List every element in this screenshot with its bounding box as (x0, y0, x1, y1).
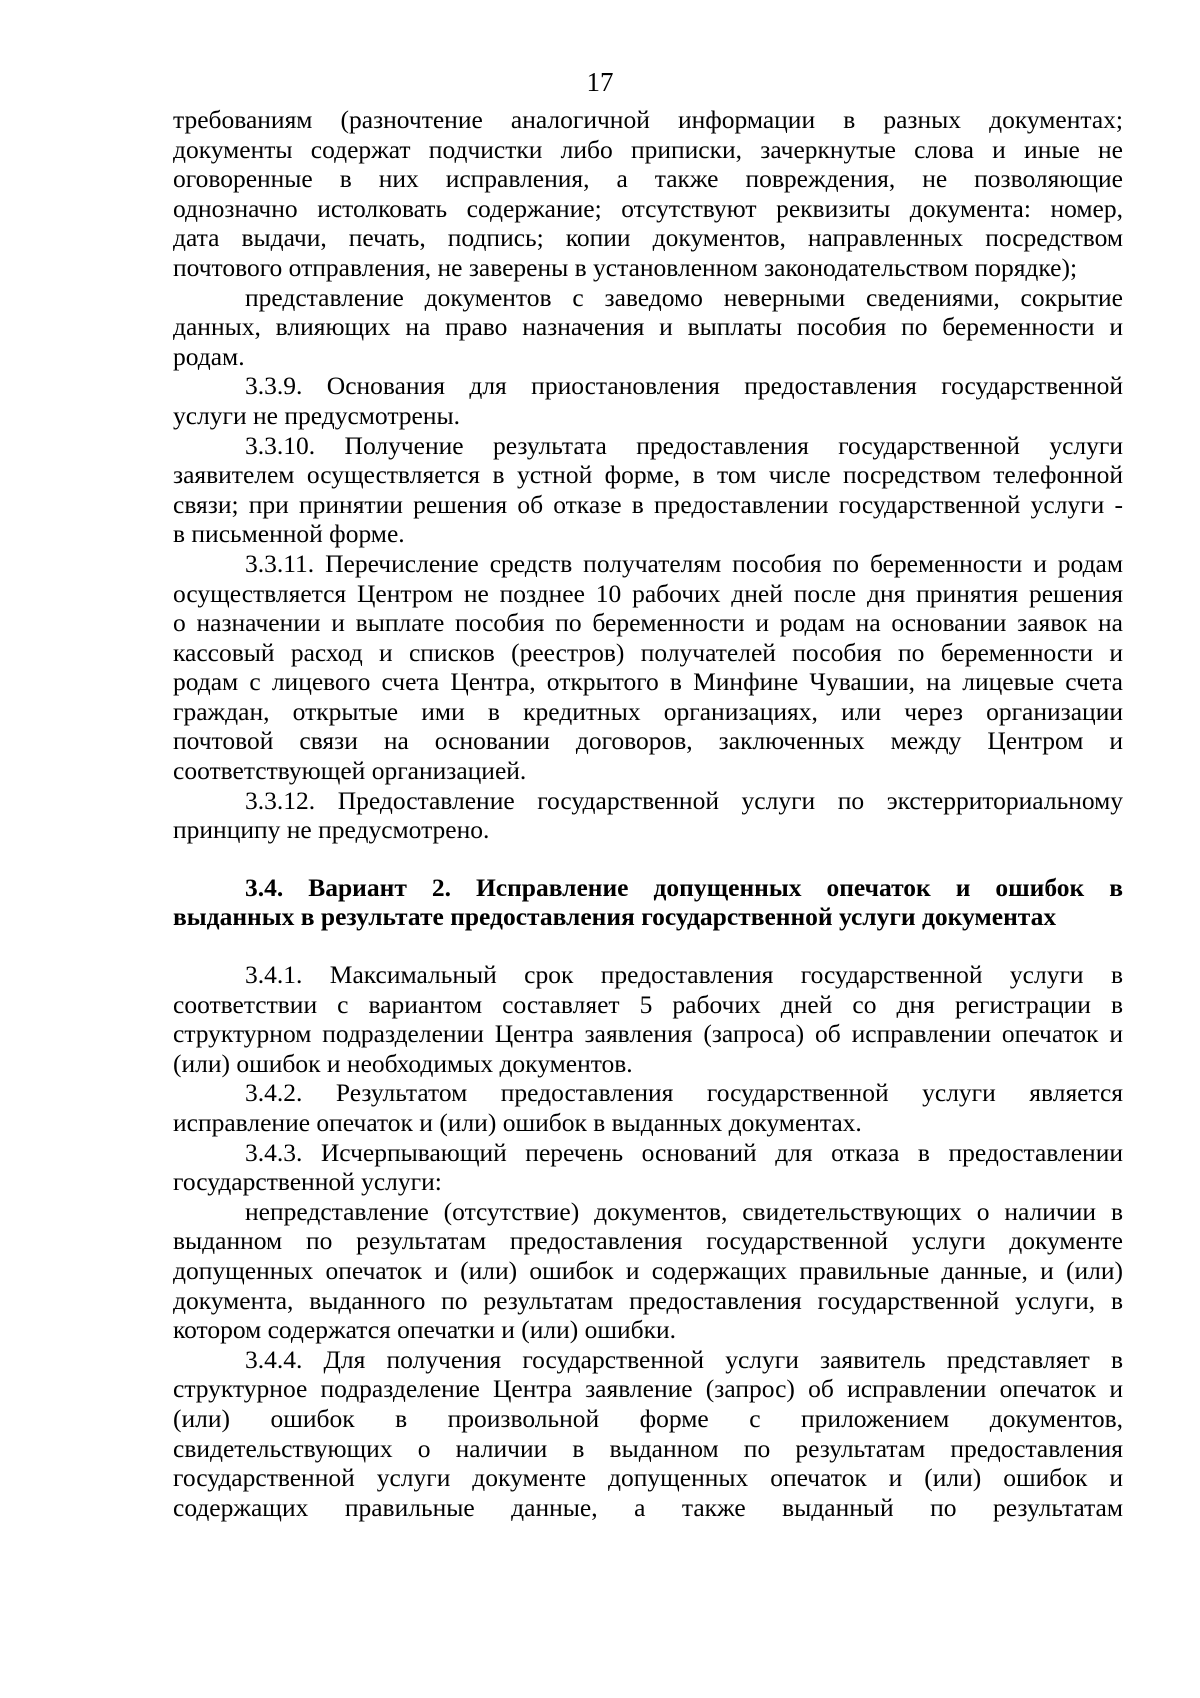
text-line: содержащих правильные данные, а также выданный по результатам (173, 1492, 1123, 1522)
text-line: дата выдачи, печать, подпись; копии документов, направленных посредством (173, 223, 1123, 253)
section-spacer (173, 845, 1123, 873)
text-line: граждан, открытые ими в кредитных организациях, или через организации (173, 696, 1123, 726)
section-spacer (173, 932, 1123, 960)
text-line: оговоренные в них исправления, а также повреждения, не позволяющие (173, 164, 1123, 194)
text-line: 3.4.3. Исчерпывающий перечень оснований для отказа в предоставлении (245, 1137, 1123, 1167)
text-line: документа, выданного по результатам предоставления государственной услуги, в (173, 1285, 1123, 1315)
text-line: выданном по результатам предоставления государственной услуги документе (173, 1226, 1123, 1256)
paragraph (173, 549, 1123, 786)
text-line: непредставление (отсутствие) документов, свидетельствующих о наличии в (245, 1196, 1123, 1226)
text-line: почтового отправления, не заверены в установленном законодательством порядке); (173, 252, 1078, 282)
text-line: о назначении и выплате пособия по беременности и родам на основании заявок на (173, 608, 1123, 638)
paragraph (173, 1345, 1123, 1523)
text-line: соответствии с вариантом составляет 5 рабочих дней со дня регистрации в (173, 989, 1123, 1019)
text-line: 3.3.10. Получение результата предоставления государственной услуги (245, 430, 1123, 460)
text-line: (или) ошибок в произвольной форме с приложением документов, (173, 1403, 1123, 1433)
page-number: 17 (586, 67, 614, 97)
paragraph (173, 786, 1123, 845)
paragraph (173, 1197, 1123, 1345)
text-line: 3.4.1. Максимальный срок предоставления государственной услуги в (245, 960, 1123, 990)
text-line: кассовый расход и списков (реестров) получателей пособия по беременности и (173, 637, 1123, 667)
text-line: (или) ошибок и необходимых документов. (173, 1048, 633, 1078)
paragraph (173, 1138, 1123, 1197)
text-line: исправление опечаток и (или) ошибок в выданных документах. (173, 1108, 862, 1137)
text-line: связи; при принятии решения об отказе в предоставлении государственной услуги - (173, 489, 1123, 519)
text-line: родам с лицевого счета Центра, открытого в Минфине Чувашии, на лицевые счета (173, 667, 1123, 697)
text-line: 3.4.4. Для получения государственной услуги заявитель представляет в (245, 1344, 1123, 1374)
paragraph (173, 431, 1123, 549)
text-line: 3.4. Вариант 2. Исправление допущенных опечаток и ошибок в (245, 872, 1123, 902)
text-line: представление документов с заведомо неверными сведениями, сокрытие (245, 282, 1123, 312)
section-heading (173, 873, 1123, 932)
paragraph (173, 105, 1123, 283)
document-body (173, 105, 1123, 1522)
text-line: документы содержат подчистки либо приписки, зачеркнутые слова и иные не (173, 134, 1123, 164)
text-line: требованиям (разночтение аналогичной информации в разных документах; (173, 105, 1123, 134)
text-line: 3.4.2. Результатом предоставления государственной услуги является (245, 1078, 1123, 1108)
text-line: государственной услуги документе допущенных опечаток и (или) ошибок и (173, 1463, 1123, 1493)
text-line: почтовой связи на основании договоров, заключенных между Центром и (173, 726, 1123, 756)
text-line: 3.3.12. Предоставление государственной услуги по экстерриториальному (245, 785, 1123, 815)
text-line: структурное подразделение Центра заявление (запрос) об исправлении опечаток и (173, 1374, 1123, 1404)
text-line: в письменной форме. (173, 519, 405, 549)
text-line: принципу не предусмотрено. (173, 815, 490, 845)
text-line: 3.3.11. Перечисление средств получателям пособия по беременности и родам (245, 548, 1123, 578)
text-line: родам. (173, 341, 245, 371)
text-line: услуги не предусмотрены. (173, 400, 461, 430)
text-line: выданных в результате предоставления государственной услуги документах (173, 902, 1057, 932)
paragraph (173, 1078, 1123, 1137)
text-line: структурном подразделении Центра заявления (запроса) об исправлении опечаток и (173, 1019, 1123, 1049)
text-line: допущенных опечаток и (или) ошибок и содержащих правильные данные, и (или) (173, 1255, 1123, 1285)
text-line: соответствующей организацией. (173, 756, 527, 786)
paragraph (173, 371, 1123, 430)
text-line: однозначно истолковать содержание; отсутствуют реквизиты документа: номер, (173, 193, 1123, 223)
text-line: свидетельствующих о наличии в выданном по результатам предоставления (173, 1433, 1123, 1463)
paragraph (173, 960, 1123, 1078)
text-line: 3.3.9. Основания для приостановления предоставления государственной (245, 371, 1123, 401)
paragraph (173, 283, 1123, 372)
text-line: котором содержатся опечатки и (или) ошибки. (173, 1315, 677, 1345)
text-line: осуществляется Центром не позднее 10 рабочих дней после дня принятия решения (173, 578, 1123, 608)
text-line: данных, влияющих на право назначения и выплаты пособия по беременности и (173, 312, 1123, 342)
text-line: государственной услуги: (173, 1167, 442, 1197)
text-line: заявителем осуществляется в устной форме, в том числе посредством телефонной (173, 460, 1123, 490)
